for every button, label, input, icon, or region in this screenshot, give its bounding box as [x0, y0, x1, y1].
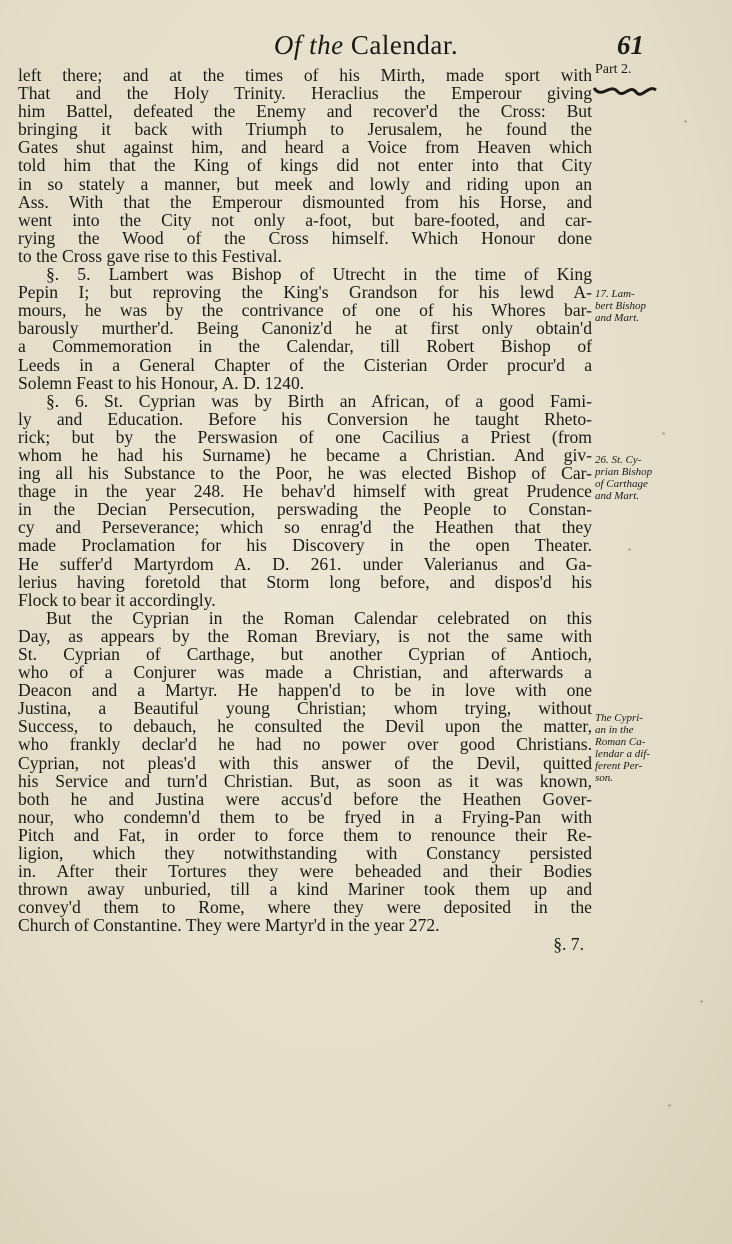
text-line: He suffer'd Martyrdom A. D. 261. under Valerianus and Ga-: [18, 553, 592, 574]
margin-line: of Carthage: [595, 478, 648, 490]
title-of-the: Of the: [273, 30, 344, 60]
text-line: who frankly declar'd he had no power over good Christians.: [18, 734, 592, 755]
margin-line: 26. St. Cy-: [595, 454, 642, 466]
text-line: Gates shut against him, and heard a Voice from Heaven which: [18, 137, 592, 158]
text-line: lerius having foretold that Storm long before, and dispos'd his: [18, 571, 592, 592]
margin-part-label: Part 2.: [595, 62, 632, 77]
text-line: his Service and turn'd Christian. But, as soon as it was known,: [18, 770, 592, 791]
text-line: §. 6. St. Cyprian was by Birth an African, of a good Fami-: [46, 390, 592, 411]
text-line: him Battel, defeated the Enemy and recover'd the Cross: But: [18, 101, 592, 122]
text-line: Pitch and Fat, in order to force them to renounce their Re-: [18, 824, 592, 845]
text-line: Solemn Feast to his Honour, A. D. 1240.: [18, 372, 305, 393]
text-line: left there; and at the times of his Mirth, made sport with: [18, 65, 592, 85]
text-line: bringing it back with Triumph to Jerusalem, he found the: [18, 119, 592, 140]
text-line: thrown away unburied, till a kind Mariner took them up and: [18, 879, 592, 900]
page-number: 61: [617, 30, 644, 60]
text-line: to the Cross gave rise to this Festival.: [18, 245, 282, 266]
text-line: nour, who condemn'd them to be fryed in a Frying-Pan with: [18, 806, 592, 827]
text-line: in so stately a manner, but meek and lowly and riding upon an: [18, 173, 592, 194]
text-line: That and the Holy Trinity. Heraclius the Emperour giving: [18, 83, 592, 104]
text-line: Day, as appears by the Roman Breviary, is not the same with: [18, 625, 592, 646]
text-line: Leeds in a General Chapter of the Cisterian Order procur'd a: [18, 354, 592, 375]
text-line: made Proclamation for his Discovery in the open Theater.: [18, 535, 592, 556]
text-line: went into the City not only a-foot, but bare-footed, and car-: [18, 209, 592, 230]
title-calendar: Calendar.: [350, 30, 459, 60]
margin-note-cyprian-different: [595, 712, 725, 784]
ornament-icon: [592, 82, 658, 102]
margin-line: Roman Ca-: [595, 736, 646, 748]
margin-line: an in the: [595, 724, 634, 736]
text-line: cy and Perseverance; which so enrag'd the Heathen that they: [18, 517, 592, 538]
margin-line: lendar a dif-: [595, 748, 650, 760]
text-line: Pepin I; but reproving the King's Grandson for his lewd A-: [18, 282, 592, 303]
text-line: mours, he was by the contrivance of one of his Whores bar-: [18, 300, 592, 321]
text-line: told him that the King of kings did not enter into that City: [18, 155, 592, 176]
margin-line: The Cypri-: [595, 712, 643, 724]
text-line: both he and Justina were accus'd before the Heathen Gover-: [18, 788, 592, 809]
text-line: a Commemoration in the Calendar, till Robert Bishop of: [18, 336, 592, 357]
margin-line: bert Bishop: [595, 300, 647, 312]
margin-line: and Mart.: [595, 490, 639, 502]
text-line: ligion, which they notwithstanding with Constancy persisted: [18, 843, 592, 864]
text-line: whom he had his Surname) he became a Christian. And giv-: [18, 444, 592, 465]
text-line: in. After their Tortures they were beheaded and their Bodies: [18, 861, 592, 882]
text-line: thage in the year 248. He behav'd himself with great Prudence: [18, 481, 592, 502]
text-line: But the Cyprian in the Roman Calendar celebrated on this: [46, 607, 592, 628]
text-line: Ass. With that the Emperour dismounted from his Horse, and: [18, 191, 592, 212]
margin-line: son.: [595, 772, 614, 784]
text-line: Church of Constantine. They were Martyr'd in the year 272.: [18, 915, 440, 936]
margin-note-lambert: [595, 288, 725, 324]
text-line: Deacon and a Martyr. He happen'd to be in love with one: [18, 680, 592, 701]
margin-line: prian Bishop: [595, 466, 653, 478]
text-line: rying the Wood of the Cross himself. Which Honour done: [18, 227, 592, 248]
text-line: St. Cyprian of Carthage, but another Cyprian of Antioch,: [18, 644, 592, 664]
text-line: §. 5. Lambert was Bishop of Utrecht in the time of King: [46, 264, 592, 285]
text-line: Cyprian, not pleas'd with this answer of the Devil, quitted: [18, 752, 592, 773]
page-header: [0, 30, 732, 66]
text-line: Justina, a Beautiful young Christian; whom trying, without: [18, 698, 592, 719]
text-line: Flock to bear it accordingly.: [18, 589, 216, 610]
margin-line: ferent Per-: [595, 760, 643, 772]
margin-note-part: [595, 64, 725, 76]
text-line: ly and Education. Before his Conversion he taught Rheto-: [18, 408, 592, 429]
text-line: convey'd them to Rome, where they were deposited in the: [18, 897, 592, 918]
text-line: rick; but by the Perswasion of one Cacilius a Priest (from: [18, 426, 592, 447]
text-line: barously murther'd. Being Canoniz'd he at first only obtain'd: [18, 318, 592, 339]
text-line: who of a Conjurer was made a Christian, and afterwards a: [18, 662, 592, 683]
margin-line: 17. Lam-: [595, 288, 635, 300]
margin-line: and Mart.: [595, 312, 639, 324]
text-line: in the Decian Persecution, perswading the People to Constan-: [18, 499, 592, 520]
text-line: ing all his Substance to the Poor, he was elected Bishop of Car-: [18, 463, 592, 484]
margin-note-cyprian: [595, 454, 725, 502]
catchword: §. 7.: [553, 933, 584, 954]
body-text: [18, 66, 592, 953]
text-line: Success, to debauch, he consulted the Devil upon the matter,: [18, 716, 592, 737]
